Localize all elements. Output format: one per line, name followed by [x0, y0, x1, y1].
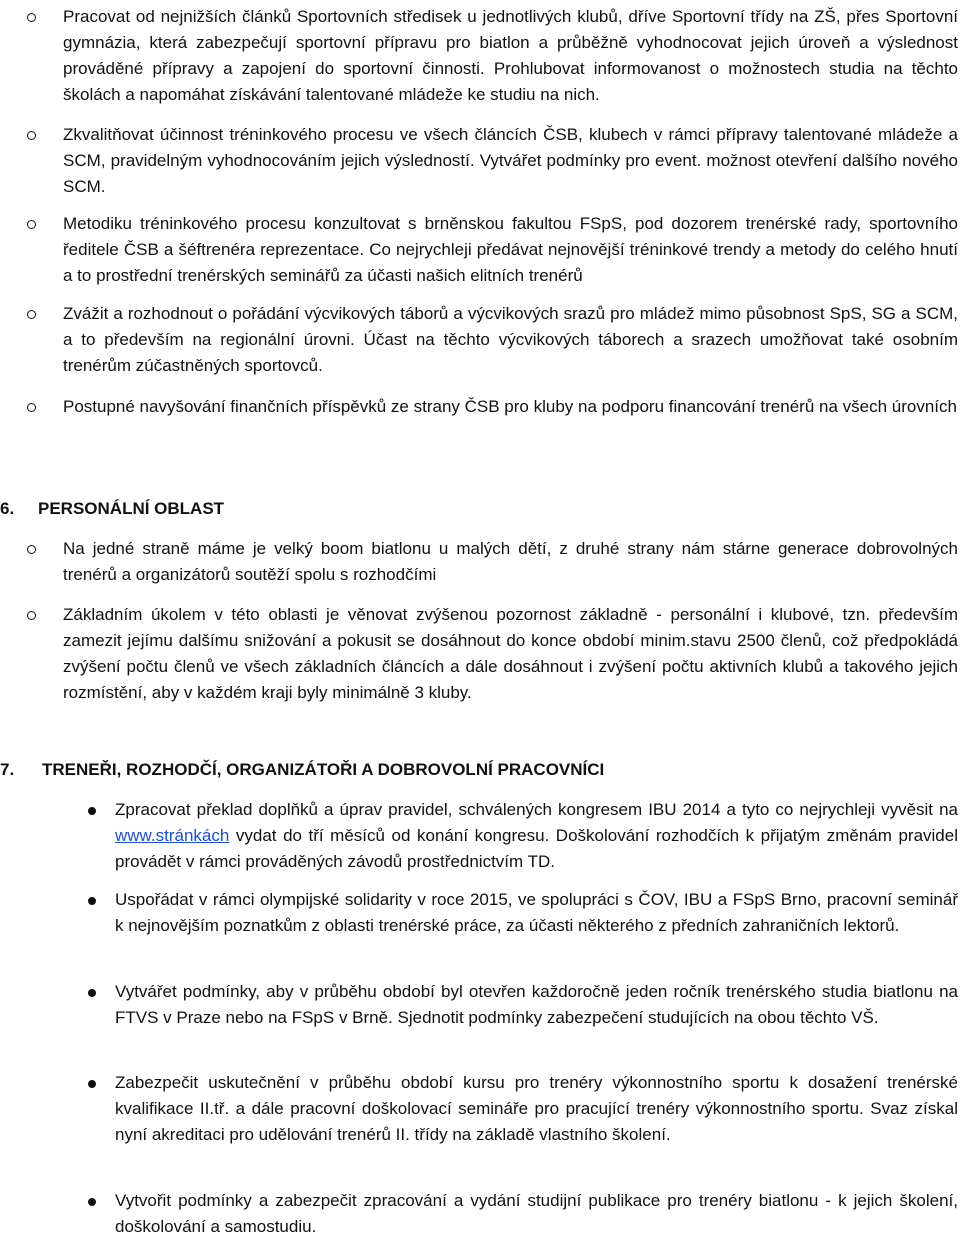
section-number: 7. — [0, 760, 15, 779]
list-item-text: Uspořádat v rámci olympijské solidarity v roce 2015, ve spolupráci s ČOV, IBU a FSpS Brno, pracovní seminář k nejnovějším poznatkům z oblasti trenérské práce, za účasti některého z předních zahraničních lektorů. — [115, 890, 958, 935]
bullet-icon — [88, 897, 96, 905]
list-item — [27, 602, 958, 706]
bullet-icon — [88, 989, 96, 997]
bullet-icon — [27, 13, 36, 22]
list-item-text: Na jedné straně máme je velký boom biatlonu u malých dětí, z druhé strany nám stárne generace dobrovolných trenérů a organizátorů soutěží spolu s rozhodčími — [63, 539, 958, 584]
list-item — [27, 4, 958, 108]
bullet-icon — [27, 131, 36, 140]
list-item-text-part: vydat do tří měsíců od konání kongresu. Doškolování rozhodčích k přijatým změnám pravidel provádět v rámci prováděných závodů prostřednictvím TD. — [115, 826, 958, 871]
bullet-icon — [27, 220, 36, 229]
bullet-icon — [27, 545, 36, 554]
bullet-icon — [27, 611, 36, 620]
list-item-text: Zvážit a rozhodnout o pořádání výcvikových táborů a výcvikových srazů pro mládež mimo působnost SpS, SG a SCM, a to především na regionální úrovni. Účast na těchto výcvikových táborech a srazech umožňovat také osobním trenérům zúčastněných sportovců. — [63, 304, 958, 375]
list-item-text-part: Zpracovat překlad doplňků a úprav pravidel, schválených kongresem IBU 2014 a tyto co nejrychleji vyvěsit na — [115, 800, 958, 819]
list-item-text: Zkvalitňovat účinnost tréninkového procesu ve všech článcích ČSB, klubech v rámci přípravy talentované mládeže a SCM, pravidelným vyhodnocováním jejich výsledností. Vytvářet podmínky pro event. možnost otevření dalšího nového SCM. — [63, 125, 958, 196]
list-item-text: Pracovat od nejnižších článků Sportovních středisek u jednotlivých klubů, dříve Sportovní třídy na ZŠ, přes Sportovní gymnázia, která zabezpečují sportovní přípravu pro biatlon a průběžně vyhodnocovat jejich úroveň a výslednost prováděné přípravy a zapojení do sportovní činnosti. Prohlubovat informovanost o možnostech studia na těchto školách a napomáhat získávání talentované mládeže ke studiu na nich. — [63, 7, 958, 104]
section-title: PERSONÁLNÍ OBLAST — [38, 499, 225, 518]
section-heading — [0, 758, 960, 782]
section-heading — [0, 497, 960, 521]
list-item-text: Metodiku tréninkového procesu konzultovat s brněnskou fakultou FSpS, pod dozorem trenérské rady, sportovního ředitele ČSB a šéftrenéra reprezentace. Co nejrychleji předávat nejnovější tréninkové trendy a metody do celého hnutí a to prostřední trenérských seminářů za účasti našich elitních trenérů — [63, 214, 958, 285]
list-item-text — [115, 797, 958, 875]
list-item — [88, 1188, 958, 1240]
bullet-icon — [27, 403, 36, 412]
bullet-icon — [88, 1080, 96, 1088]
list-item — [27, 394, 958, 420]
list-item — [88, 1070, 958, 1148]
stranky-link[interactable]: www.stránkách — [115, 826, 230, 845]
section-number: 6. — [0, 499, 15, 518]
list-item-text: Postupné navyšování finančních příspěvků ze strany ČSB pro kluby na podporu financování trenérů na všech úrovních — [63, 397, 957, 416]
list-item — [27, 122, 958, 200]
bullet-icon — [88, 807, 96, 815]
bullet-icon — [88, 1198, 96, 1206]
bullet-icon — [27, 310, 36, 319]
list-item — [88, 887, 958, 939]
list-item-text: Vytvářet podmínky, aby v průběhu období byl otevřen každoročně jeden ročník trenérského studia biatlonu na FTVS v Praze nebo na FSpS v Brně. Sjednotit podmínky zabezpečení studujících na obou těchto VŠ. — [115, 982, 958, 1027]
list-item — [27, 211, 958, 289]
list-item-text: Vytvořit podmínky a zabezpečit zpracování a vydání studijní publikace pro trenéry biatlonu - k jejich školení, doškolování a samostudiu. — [115, 1191, 958, 1236]
list-item — [27, 301, 958, 379]
list-item — [27, 536, 958, 588]
section-title: TRENEŘI, ROZHODČÍ, ORGANIZÁTOŘI A DOBROVOLNÍ PRACOVNÍCI — [42, 760, 605, 779]
list-item-text: Zabezpečit uskutečnění v průběhu období kursu pro trenéry výkonnostního sportu k dosažení trenérské kvalifikace II.tř. a dále pracovní doškolovací semináře pro pracující trenéry výkonnostního sportu. Svaz získal nyní akreditaci pro udělování trenérů II. třídy na základě vlastního školení. — [115, 1073, 958, 1144]
list-item — [88, 979, 958, 1031]
list-item-text: Základním úkolem v této oblasti je věnovat zvýšenou pozornost základně - personální i klubové, tzn. především zamezit jejímu dalšímu snižování a pokusit se dosáhnout do konce období minim.stavu 2500 členů, což předpokládá zvýšení počtu členů ve všech základních článcích a dále dosáhnout i zvýšení počtu aktivních klubů a takového jejich rozmístění, aby v každém kraji byly minimálně 3 kluby. — [63, 605, 958, 702]
list-item — [88, 797, 958, 875]
